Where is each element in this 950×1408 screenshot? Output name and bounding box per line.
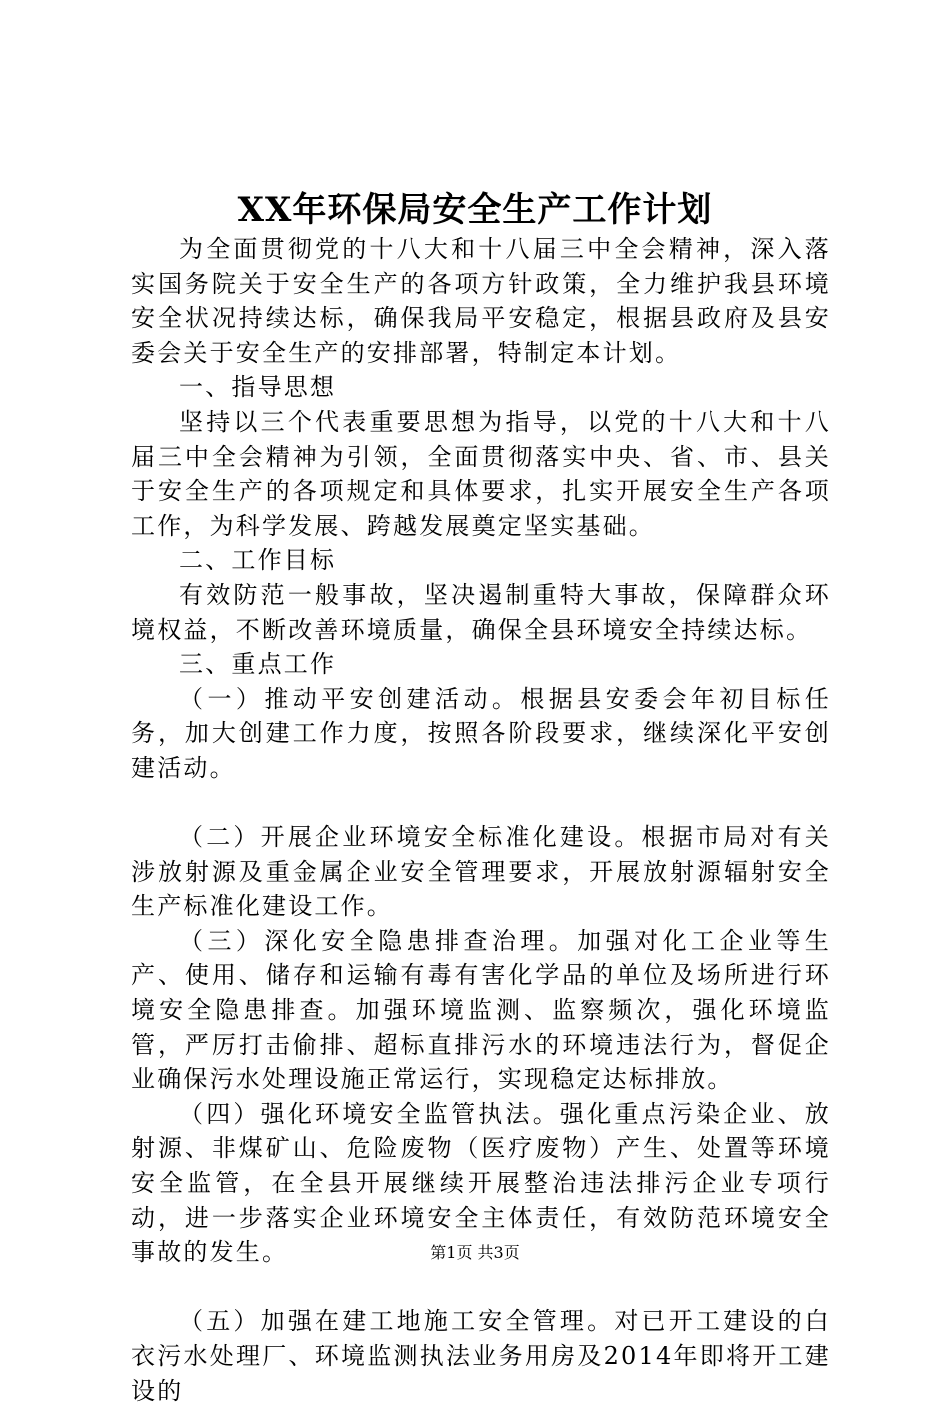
section-heading-key-work: 三、重点工作: [179, 650, 337, 679]
page-footer: 第1页 共3页: [430, 1243, 520, 1262]
key-work-item-2: （二）开展企业环境安全标准化建设。根据市局对有关涉放射源及重金属企业安全管理要求，开展放射源辐射安全生产标准化建设工作。: [131, 823, 831, 921]
document-body: [131, 232, 831, 1408]
key-work-item-4: （四）强化环境安全监管执法。强化重点污染企业、放射源、非煤矿山、危险废物（医疗废物）产生、处置等环境安全监管，在全县开展继续开展整治违法排污企业专项行动，进一步落实企业环境安全主体责任，有效防范环境安全事故的发生。: [131, 1099, 831, 1267]
intro-paragraph: 为全面贯彻党的十八大和十八届三中全会精神，深入落实国务院关于安全生产的各项方针政策，全力维护我县环境安全状况持续达标，确保我局平安稳定，根据县政府及县安委会关于安全生产的安排部署，特制定本计划。: [131, 235, 831, 367]
guiding-thought-paragraph: 坚持以三个代表重要思想为指导，以党的十八大和十八届三中全会精神为引领，全面贯彻落实中央、省、市、县关于安全生产的各项规定和具体要求，扎实开展安全生产各项工作，为科学发展、跨越发展奠定坚实基础。: [131, 407, 831, 540]
key-work-item-5: （五）加强在建工地施工安全管理。对已开工建设的白衣污水处理厂、环境监测执法业务用房及2014年即将开工建设的: [131, 1307, 831, 1405]
document-title: XX年环保局安全生产工作计划: [237, 190, 713, 230]
section-heading-work-goals: 二、工作目标: [179, 546, 337, 575]
section-heading-guiding-thought: 一、指导思想: [179, 373, 337, 402]
work-goals-paragraph: 有效防范一般事故，坚决遏制重特大事故，保障群众环境权益，不断改善环境质量，确保全县环境安全持续达标。: [131, 580, 831, 644]
key-work-item-1: （一）推动平安创建活动。根据县安委会年初目标任务，加大创建工作力度，按照各阶段要求，继续深化平安创建活动。: [131, 684, 831, 782]
key-work-item-3: （三）深化安全隐患排查治理。加强对化工企业等生产、使用、储存和运输有毒有害化学品的单位及场所进行环境安全隐患排查。加强环境监测、监察频次，强化环境监管，严厉打击偷排、超标直排污水的环境违法行为，督促企业确保污水处理设施正常运行，实现稳定达标排放。: [131, 926, 831, 1094]
